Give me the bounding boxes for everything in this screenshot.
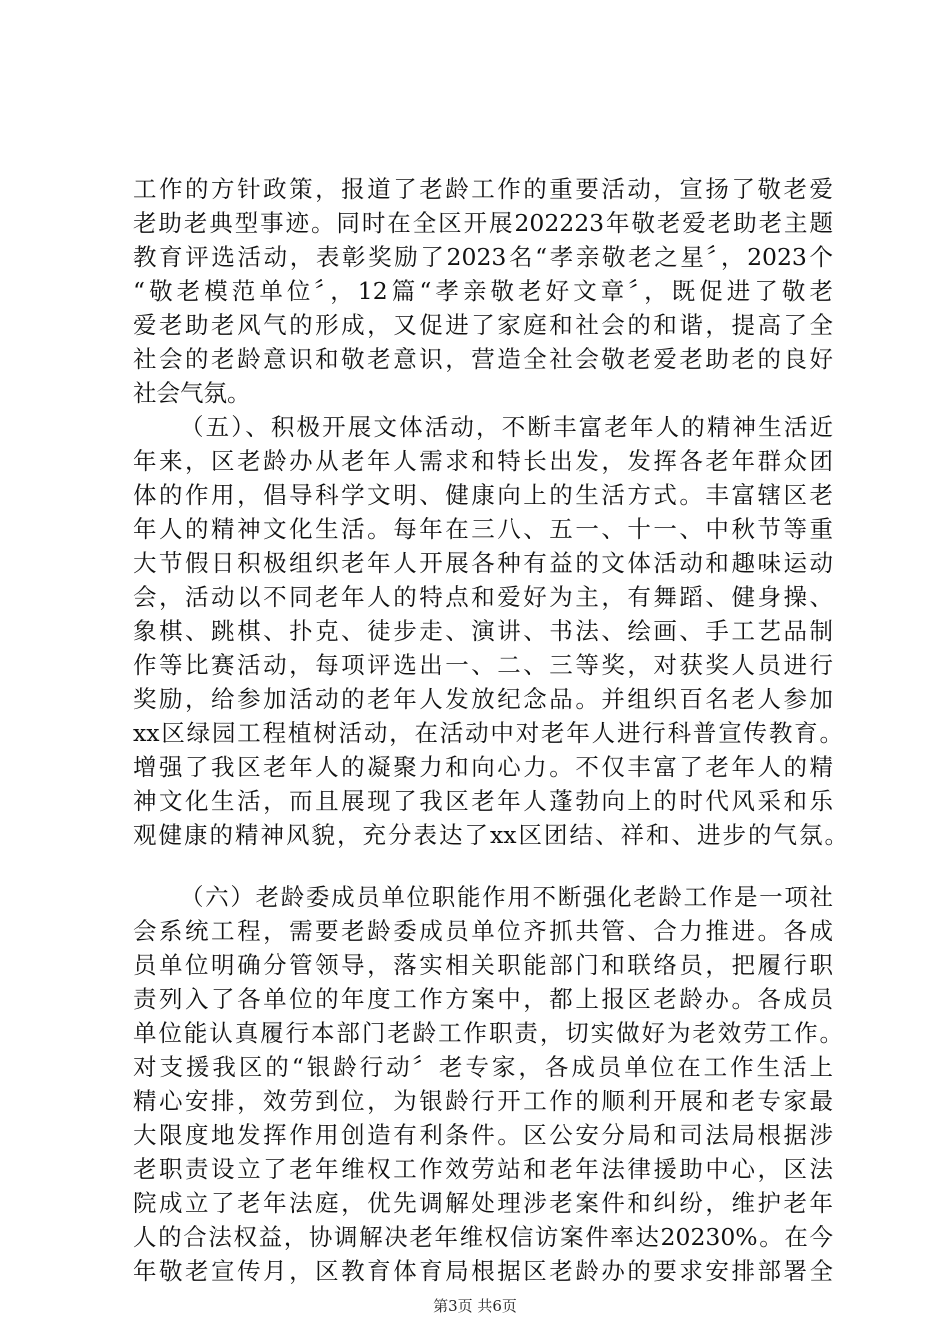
text-line: 年来，区老龄办从老年人需求和特长出发，发挥各老年群众团 <box>133 447 833 475</box>
text-line: 大限度地发挥作用创造有利条件。区公安分局和司法局根据涉 <box>133 1121 833 1149</box>
text-line: 年人的精神文化生活。每年在三八、五一、十一、中秋节等重 <box>133 515 833 543</box>
text-line: 大节假日积极组织老年人开展各种有益的文体活动和趣味运动 <box>133 549 833 577</box>
text-line: 老职责设立了老年维权工作效劳站和老年法律援助中心，区法 <box>133 1155 833 1183</box>
paragraph-heading: （五）、积极开展文体活动，不断丰富老年人的精神生活近 <box>180 413 833 441</box>
text-line: 会，活动以不同老年人的特点和爱好为主，有舞蹈、健身操、 <box>133 583 833 611</box>
text-line: 教育评选活动，表彰奖励了2023名“孝亲敬老之星〞，2023个 <box>133 243 833 271</box>
text-line: xx区绿园工程植树活动，在活动中对老年人进行科普宣传教育。 <box>133 719 843 747</box>
paragraph-heading: （六）老龄委成员单位职能作用不断强化老龄工作是一项社 <box>180 883 833 911</box>
text-line: 神文化生活，而且展现了我区老年人蓬勃向上的时代风采和乐 <box>133 787 833 815</box>
text-line: 年敬老宣传月，区教育体育局根据区老龄办的要求安排部署全 <box>133 1257 833 1285</box>
text-line: 观健康的精神风貌，充分表达了xx区团结、祥和、进步的气氛。 <box>133 821 848 849</box>
text-line: 责列入了各单位的年度工作方案中，都上报区老龄办。各成员 <box>133 985 833 1013</box>
text-line: 工作的方针政策，报道了老龄工作的重要活动，宣扬了敬老爱 <box>133 175 833 203</box>
page-footer: 第3页 共6页 <box>433 1297 517 1315</box>
text-line: “敬老模范单位〞，12篇“孝亲敬老好文章〞，既促进了敬老 <box>133 277 833 305</box>
text-line: 院成立了老年法庭，优先调解处理涉老案件和纠纷，维护老年 <box>133 1189 833 1217</box>
text-line: 会系统工程，需要老龄委成员单位齐抓共管、合力推进。各成 <box>133 917 833 945</box>
text-line: 人的合法权益，协调解决老年维权信访案件率达20230%。在今 <box>133 1223 833 1251</box>
text-line: 增强了我区老年人的凝聚力和向心力。不仅丰富了老年人的精 <box>133 753 833 781</box>
text-line: 对支援我区的“银龄行动〞老专家，各成员单位在工作生活上 <box>133 1053 833 1081</box>
text-line: 爱老助老风气的形成，又促进了家庭和社会的和谐，提高了全 <box>133 311 833 339</box>
text-line: 员单位明确分管领导，落实相关职能部门和联络员，把履行职 <box>133 951 833 979</box>
text-line: 单位能认真履行本部门老龄工作职责，切实做好为老效劳工作。 <box>133 1019 843 1047</box>
text-line: 精心安排，效劳到位，为银龄行开工作的顺利开展和老专家最 <box>133 1087 833 1115</box>
text-line: 体的作用，倡导科学文明、健康向上的生活方式。丰富辖区老 <box>133 481 833 509</box>
text-line: 社会气氛。 <box>133 379 251 407</box>
text-line: 社会的老龄意识和敬老意识，营造全社会敬老爱老助老的良好 <box>133 345 833 373</box>
text-line: 老助老典型事迹。同时在全区开展202223年敬老爱老助老主题 <box>133 209 833 237</box>
text-line: 作等比赛活动，每项评选出一、二、三等奖，对获奖人员进行 <box>133 651 833 679</box>
text-line: 奖励，给参加活动的老年人发放纪念品。并组织百名老人参加 <box>133 685 833 713</box>
text-line: 象棋、跳棋、扑克、徒步走、演讲、书法、绘画、手工艺品制 <box>133 617 833 645</box>
